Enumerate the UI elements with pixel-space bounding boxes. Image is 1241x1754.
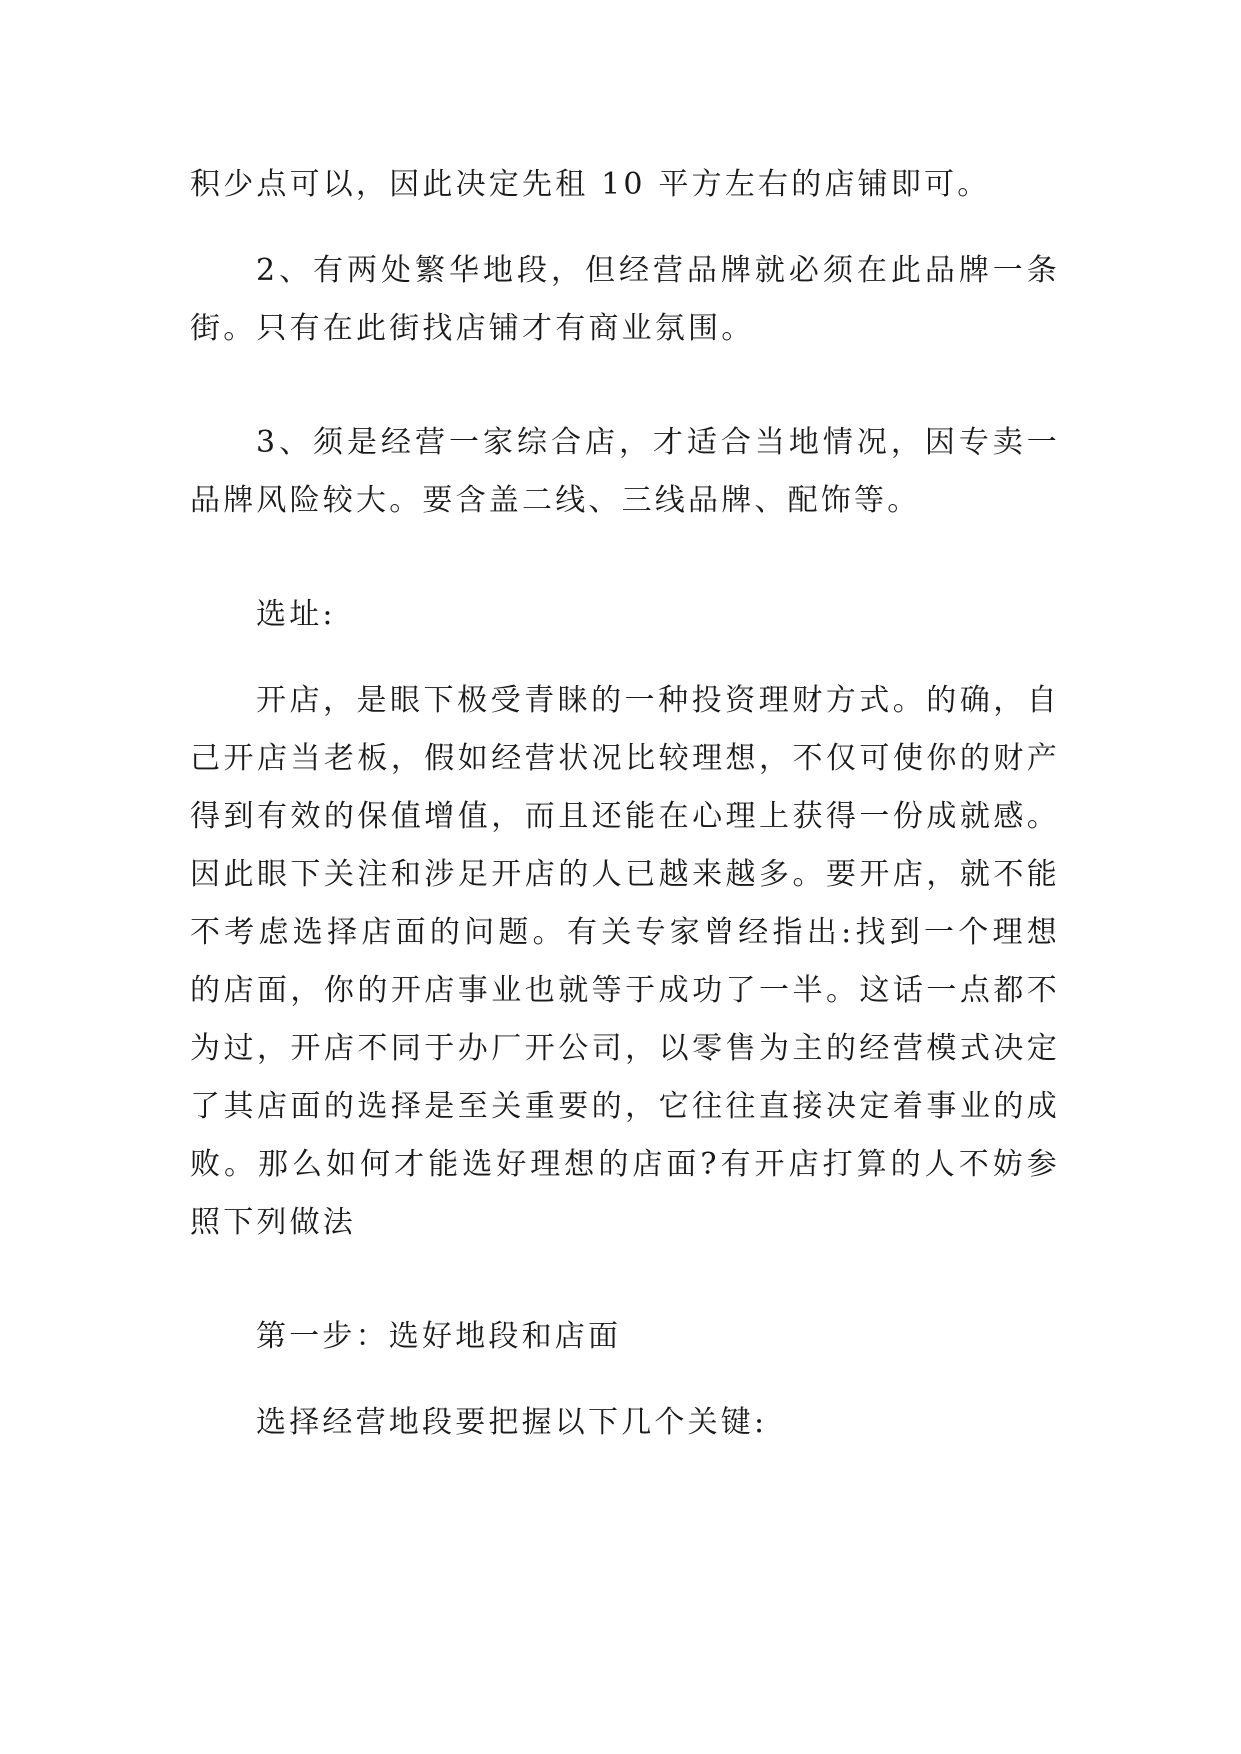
step-one-heading: 第一步：选好地段和店面 — [256, 1319, 622, 1354]
paragraph-continuation: 积少点可以，因此决定先租 10 平方左右的店铺即可。 — [190, 167, 991, 202]
section-heading-site-selection: 选址: — [256, 597, 336, 632]
paragraph-key-points: 选择经营地段要把握以下几个关键: — [256, 1405, 768, 1440]
paragraph-point-3: 3、须是经营一家综合店，才适合当地情况，因专卖一品牌风险较大。要含盖二线、三线品牌、配饰等。 — [190, 425, 1060, 518]
paragraph-opening-store: 开店，是眼下极受青睐的一种投资理财方式。的确，自己开店当老板，假如经营状况比较理想，不仅可使你的财产得到有效的保值增值，而且还能在心理上获得一份成就感。因此眼下关注和涉足开店的人已越来越多。要开店，就不能不考虑选择店面的问题。有关专家曾经指出:找到一个理想的店面，你的开店事业也就等于成功了一半。这话一点都不为过，开店不同于办厂开公司，以零售为主的经营模式决定了其店面的选择是至关重要的，它往往直接决定着事业的成败。那么如何才能选好理想的店面?有开店打算的人不妨参照下列做法 — [190, 683, 1060, 1240]
paragraph-point-2: 2、有两处繁华地段，但经营品牌就必须在此品牌一条街。只有在此街找店铺才有商业氛围。 — [190, 253, 1060, 346]
